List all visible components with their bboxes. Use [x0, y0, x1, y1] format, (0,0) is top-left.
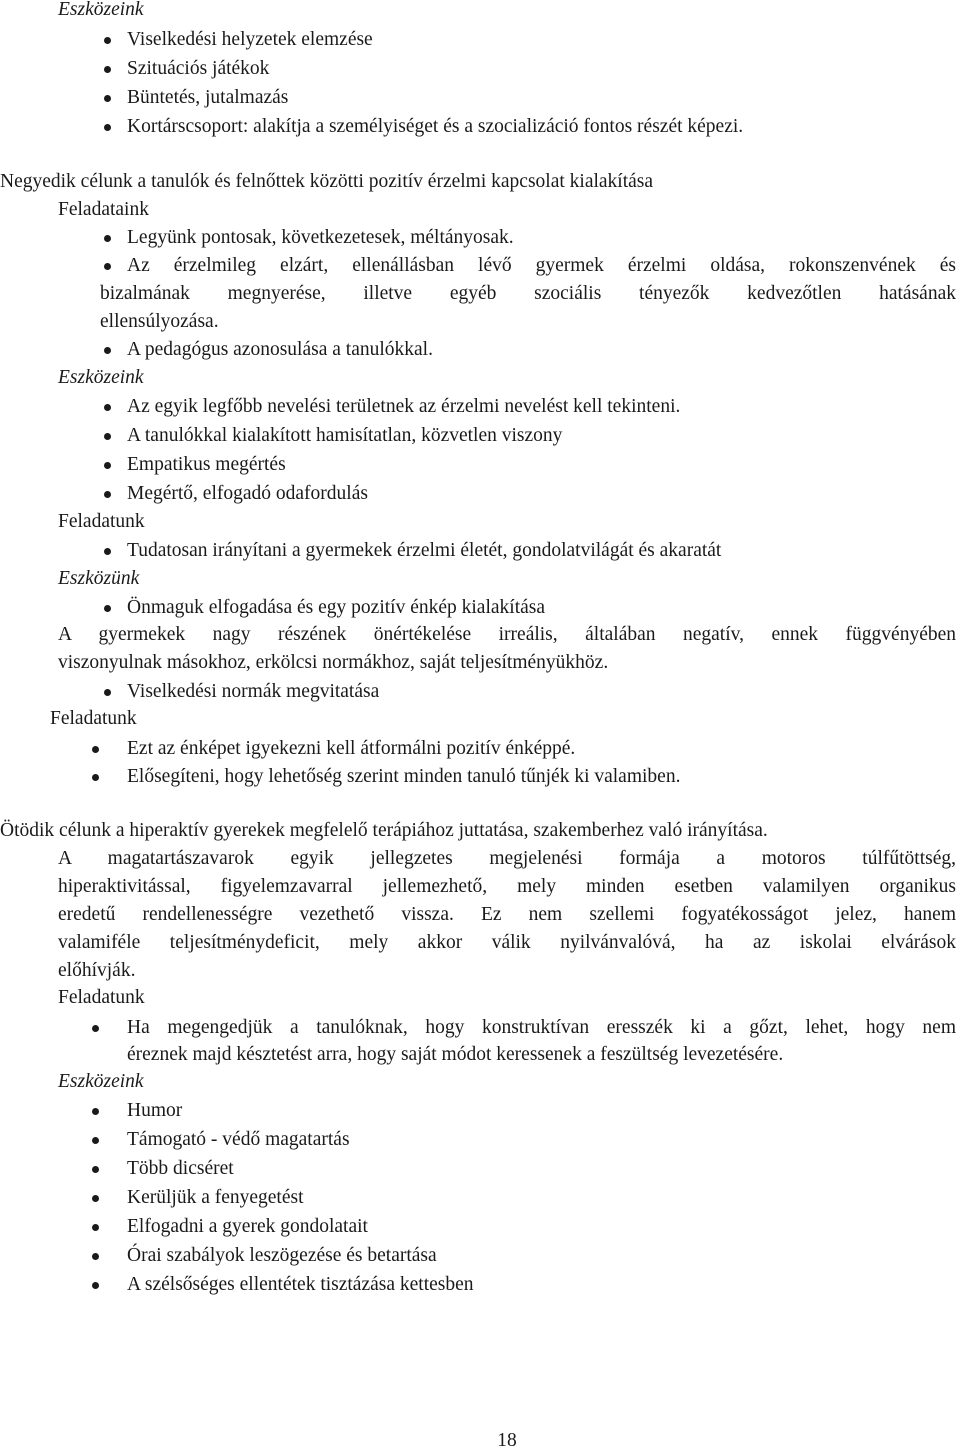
heading-feladatunk-2: Feladatunk [50, 708, 137, 729]
bullet-icon [104, 689, 111, 696]
list-item: Büntetés, jutalmazás [127, 87, 289, 108]
bullet-icon [104, 433, 111, 440]
bullet-icon [92, 1195, 99, 1202]
paragraph-line: A gyermekek nagy részének önértékelése irreális, általában negatív, ennek függvényében [58, 624, 956, 645]
list-item: A tanulókkal kialakított hamisítatlan, közvetlen viszony [127, 425, 563, 446]
list-item: Empatikus megértés [127, 454, 286, 475]
list-item-continuation: éreznek majd késztetést arra, hogy saját módot keressenek a feszültség levezetésére. [127, 1044, 784, 1065]
list-item: Kortárscsoport: alakítja a személyiséget és a szocializáció fontos részét képezi. [127, 116, 744, 137]
list-item: Önmaguk elfogadása és egy pozitív énkép kialakítása [127, 597, 546, 618]
paragraph-line: valamiféle teljesítménydeficit, mely akkor válik nyilvánvalóvá, ha az iskolai elvárások [58, 932, 956, 953]
bullet-icon [92, 774, 99, 781]
list-item: Legyünk pontosak, következetesek, méltányosak. [127, 227, 514, 248]
heading-feladataink: Feladataink [58, 199, 149, 220]
list-item-continuation: ellensúlyozása. [100, 311, 219, 332]
bullet-icon [104, 605, 111, 612]
bullet-icon [92, 1025, 99, 1032]
list-item: Több dicséret [127, 1158, 234, 1179]
bullet-icon [92, 1108, 99, 1115]
page-number: 18 [497, 1430, 517, 1451]
list-item: Az érzelmileg elzárt, ellenállásban lévő gyermek érzelmi oldása, rokonszenvének és [127, 255, 956, 276]
list-item: Megértő, elfogadó odafordulás [127, 483, 368, 504]
bullet-icon [104, 124, 111, 131]
list-item: Elősegíteni, hogy lehetőség szerint minden tanuló tűnjék ki valamiben. [127, 766, 681, 787]
bullet-icon [104, 66, 111, 73]
list-item: Ezt az énképet igyekezni kell átformálni pozitív énképpé. [127, 738, 576, 759]
bullet-icon [104, 347, 111, 354]
bullet-icon [92, 1166, 99, 1173]
section-title-negyedik: Negyedik célunk a tanulók és felnőttek közötti pozitív érzelmi kapcsolat kialakítása [0, 171, 654, 192]
list-item: Kerüljük a fenyegetést [127, 1187, 304, 1208]
heading-eszkozeink-3: Eszközeink [58, 1071, 144, 1092]
list-item: Órai szabályok leszögezése és betartása [127, 1245, 437, 1266]
bullet-icon [92, 1137, 99, 1144]
list-item: A pedagógus azonosulása a tanulókkal. [127, 339, 433, 360]
bullet-icon [104, 548, 111, 555]
paragraph-line: viszonyulnak másokhoz, erkölcsi normákhoz, saját teljesítményükhöz. [58, 652, 609, 673]
bullet-icon [104, 37, 111, 44]
heading-feladatunk-3: Feladatunk [58, 987, 145, 1008]
bullet-icon [104, 235, 111, 242]
bullet-icon [104, 462, 111, 469]
list-item: A szélsőséges ellentétek tisztázása kettesben [127, 1274, 474, 1295]
list-item: Humor [127, 1100, 183, 1121]
heading-feladatunk-1: Feladatunk [58, 511, 145, 532]
list-item: Az egyik legfőbb nevelési területnek az érzelmi nevelést kell tekinteni. [127, 396, 681, 417]
bullet-icon [92, 746, 99, 753]
heading-eszkozeink-1: Eszközeink [58, 0, 144, 20]
list-item: Ha megengedjük a tanulóknak, hogy konstruktívan eresszék ki a gőzt, lehet, hogy nem [127, 1017, 956, 1038]
bullet-icon [92, 1253, 99, 1260]
section-title-otodik: Ötödik célunk a hiperaktív gyerekek megfelelő terápiához juttatása, szakemberhez való irányítása. [0, 820, 768, 841]
list-item: Elfogadni a gyerek gondolatait [127, 1216, 368, 1237]
paragraph-line: eredetű rendellenességre vezethető vissza. Ez nem szellemi fogyatékosságot jelez, hanem [58, 904, 956, 925]
list-item: Tudatosan irányítani a gyermekek érzelmi életét, gondolatvilágát és akaratát [127, 540, 722, 561]
paragraph-line: A magatartászavarok egyik jellegzetes megjelenési formája a motoros túlfűtöttség, [58, 848, 956, 869]
bullet-icon [104, 404, 111, 411]
heading-eszkozunk: Eszközünk [58, 568, 140, 589]
list-item: Viselkedési helyzetek elemzése [127, 29, 373, 50]
bullet-icon [92, 1282, 99, 1289]
list-item-continuation: bizalmának megnyerése, illetve egyéb szociális tényezők kedvezőtlen hatásának [100, 283, 956, 304]
bullet-icon [92, 1224, 99, 1231]
bullet-icon [104, 491, 111, 498]
list-item: Szituációs játékok [127, 58, 270, 79]
bullet-icon [104, 95, 111, 102]
heading-eszkozeink-2: Eszközeink [58, 367, 144, 388]
list-item: Támogató - védő magatartás [127, 1129, 350, 1150]
bullet-icon [104, 263, 111, 270]
paragraph-line: előhívják. [58, 960, 136, 981]
paragraph-line: hiperaktivitással, figyelemzavarral jellemezhető, mely minden esetben valamilyen organikus [58, 876, 956, 897]
list-item: Viselkedési normák megvitatása [127, 681, 380, 702]
